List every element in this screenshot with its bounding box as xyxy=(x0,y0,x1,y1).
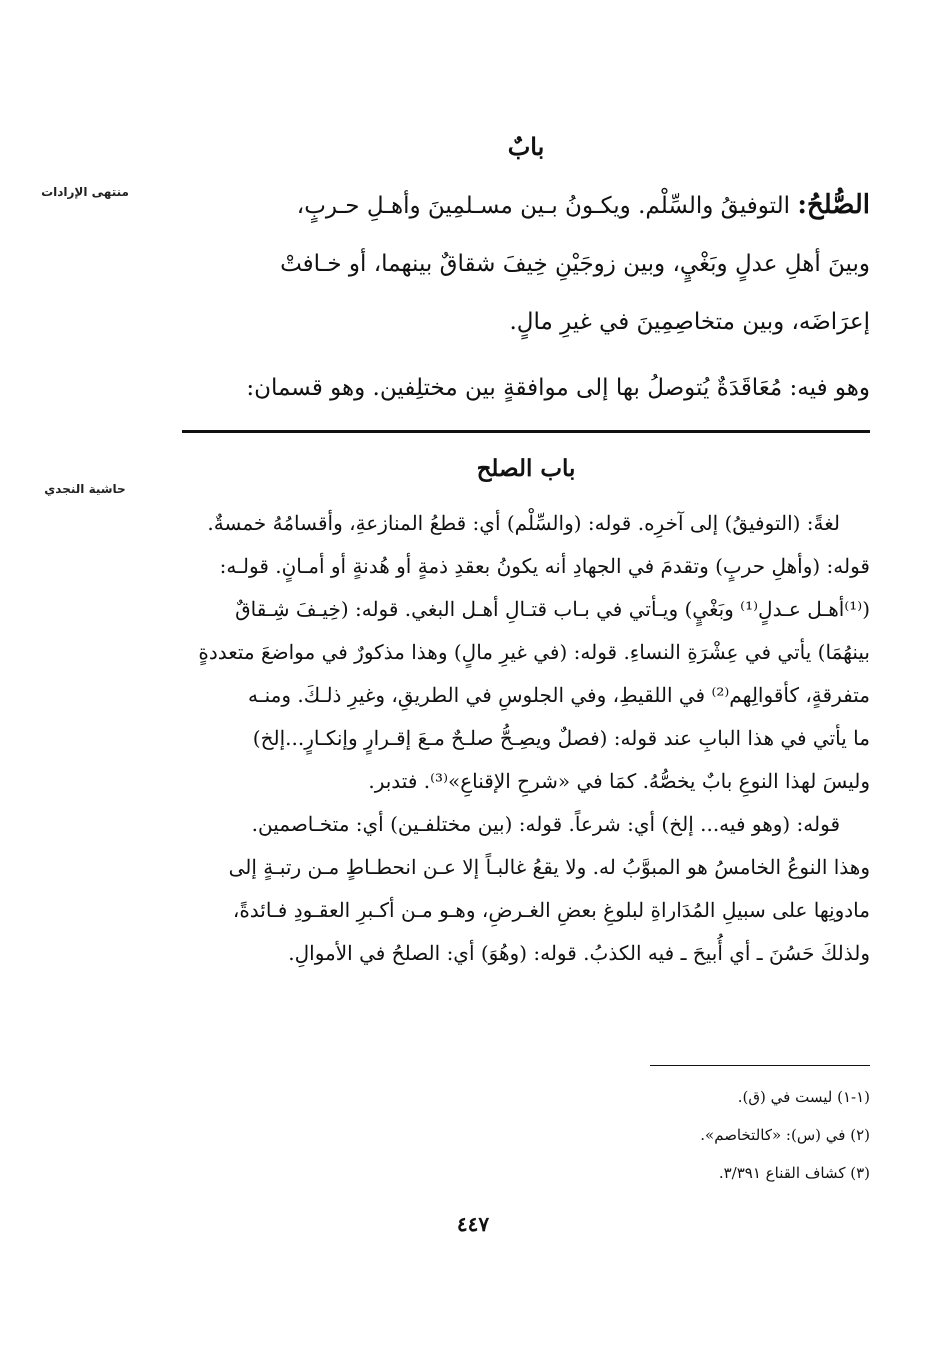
definition-line: وهو فيه: مُعَاقَدَةٌ يُتوصلُ بها إلى موافقةٍ بين مختلِفين. وهو قسمان: xyxy=(246,375,870,401)
commentary-line: قوله: (وهو فيه... إلخ) أي: شرعاً. قوله: (بين مختلفـين) أي: متخـاصمين. xyxy=(251,812,840,836)
main-text xyxy=(182,176,870,417)
commentary-line: وليسَ لهذا النوعِ بابٌ يخصُّهُ. كمَا في «شرحِ الإقناعِ»⁽³⁾. فتدبر. xyxy=(368,769,870,793)
main-line xyxy=(182,176,870,235)
commentary-line: وهذا النوعُ الخامسُ هو المبوَّبُ له. ولا يقعُ غالبـاً إلا عـن انحطـاطٍ مـن رتبـةٍ إلى xyxy=(228,855,870,879)
page-number: ٤٤٧ xyxy=(456,1212,490,1236)
footnote-divider xyxy=(650,1065,870,1066)
commentary-line: لغةً: (التوفيقُ) إلى آخرِه. قوله: (والسِّلْم) أي: قطعُ المنازعةِ، وأقسامُهُ خمسةٌ. xyxy=(207,511,840,535)
footnotes xyxy=(182,1078,870,1192)
commentary-title: باب الصلح xyxy=(476,455,576,482)
commentary-line: ولذلكَ حَسُنَ ـ أي أُبيحَ ـ فيه الكذبُ. قوله: (وهُوَ) أي: الصلحُ في الأموالِ. xyxy=(288,941,870,965)
commentary-line: ما يأتي في هذا البابِ عند قوله: (فصلٌ ويصِـحُّ صلـحٌ مـعَ إقـرارٍ وإنكـارٍ...إلخ) xyxy=(252,726,870,750)
main-line-text: التوفيقُ والسِّلْم. ويكـونُ بـين مسـلمِينَ وأهـلِ حـربٍ، xyxy=(296,193,790,219)
margin-label-najdi: حاشية النجدي xyxy=(44,482,126,496)
commentary-line: مادونِها على سبيلِ المُدَاراةِ لبلوغِ بعضِ الغـرضِ، وهـو مـن أكـبرِ العقـودِ فـائدةً، xyxy=(232,898,870,922)
footnote: (٣) كشاف القناع ٣/٣٩١. xyxy=(718,1164,870,1182)
commentary-line: (⁽¹⁾أهـل عـدلٍ⁽¹⁾ وبَغْيٍ) ويـأتي في بـاب قتـالِ أهـل البغي. قوله: (خِيـفَ شِـقاقٌ xyxy=(235,597,870,621)
commentary-line: بينهُمَا) يأتي في عِشْرَةِ النساءِ. قوله: (في غيرِ مالٍ) وهذا مذكورٌ في مواضعَ متعددةٍ xyxy=(198,640,870,664)
footnote: (١-١) ليست في (ق). xyxy=(737,1088,870,1106)
main-line: إعرَاضَه، وبين متخاصِمِينَ في غيرِ مالٍ. xyxy=(509,309,870,335)
section-divider xyxy=(182,430,870,433)
main-line: وبينَ أهلِ عدلٍ وبَغْيٍ، وبين زوجَيْنِ خِيفَ شقاقٌ بينهما، أو خـافتْ xyxy=(280,251,870,277)
commentary-line: قوله: (وأهلِ حربٍ) وتقدمَ في الجهادِ أنه يكونُ بعقدِ ذمةٍ أو هُدنةٍ أو أمـانٍ. قولـه: xyxy=(219,554,870,578)
chapter-title: بابٌ xyxy=(507,132,545,161)
commentary-line: متفرقةٍ، كأقوالِهم⁽²⁾ في اللقيطِ، وفي الجلوسِ في الطريقِ، وغيرِ ذلـكَ. ومنـه xyxy=(248,683,870,707)
commentary-text xyxy=(182,502,870,975)
margin-label-muntaha: منتهى الإرادات xyxy=(41,185,129,199)
footnote: (٢) في (س): «كالتخاصم». xyxy=(700,1126,870,1144)
defined-term: الصُّلحُ: xyxy=(797,190,870,220)
